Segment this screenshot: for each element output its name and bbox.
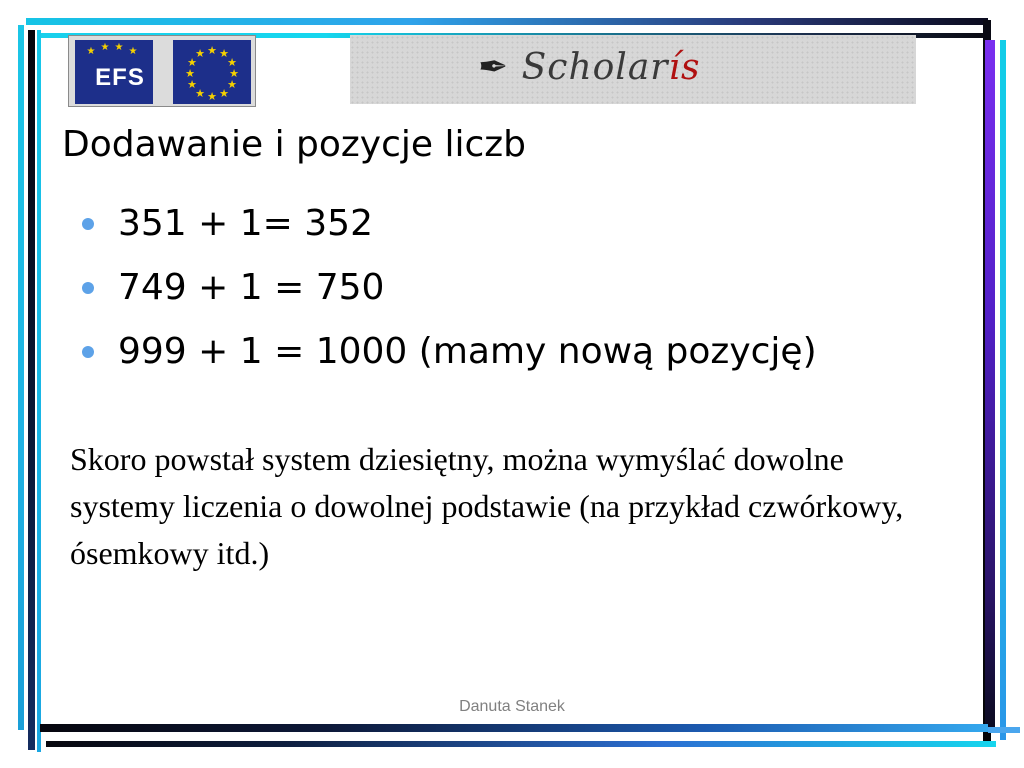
svg-text:★: ★	[100, 42, 110, 53]
frame-bar-bottom-outer	[46, 741, 996, 747]
svg-text:★: ★	[114, 42, 124, 53]
svg-text:★: ★	[86, 46, 96, 57]
svg-text:★: ★	[195, 47, 205, 60]
svg-text:★: ★	[187, 78, 197, 91]
svg-text:★: ★	[219, 47, 229, 60]
svg-text:★: ★	[227, 56, 237, 69]
svg-text:★: ★	[207, 90, 217, 103]
explanation-paragraph: Skoro powstał system dziesiętny, można wymyślać dowolne systemy liczenia o dowolnej podstawie (na przykład czwórkowy, ósemkowy itd.)	[70, 441, 904, 571]
bullet-item	[82, 260, 817, 324]
frame-bar-right-outer	[1000, 40, 1006, 740]
svg-text:★: ★	[185, 67, 195, 80]
efs-flag	[75, 40, 153, 104]
frame-bar-bottom-tail	[988, 727, 1020, 733]
eu-flag-icon	[173, 40, 251, 104]
efs-logo	[68, 35, 256, 107]
bullet-item	[82, 324, 817, 388]
scholaris-name: Scholar	[521, 47, 669, 88]
bullet-dot-icon	[82, 346, 94, 358]
svg-text:★: ★	[219, 87, 229, 100]
svg-text:★: ★	[195, 87, 205, 100]
bullet-text: 351 + 1= 352	[118, 203, 373, 244]
efs-logo-text: EFS	[95, 64, 145, 91]
bullet-dot-icon	[82, 218, 94, 230]
bullet-text: 999 + 1 = 1000 (mamy nową pozycję)	[118, 331, 817, 372]
frame-bar-left-inner	[37, 30, 41, 752]
scholaris-logo	[350, 35, 916, 104]
frame-bar-right-purple	[985, 40, 995, 730]
frame-bar-bottom	[40, 724, 988, 732]
bullet-list	[82, 196, 817, 388]
svg-text:★: ★	[207, 44, 217, 57]
svg-text:★: ★	[128, 46, 138, 57]
bullet-item	[82, 196, 817, 260]
scholaris-accent: ís	[668, 47, 701, 88]
frame-bar-left-outer	[18, 25, 24, 730]
frame-bar-top	[26, 18, 988, 25]
bullet-text: 749 + 1 = 750	[118, 267, 385, 308]
svg-text:★: ★	[187, 56, 197, 69]
footer-author: Danuta Stanek	[459, 698, 565, 715]
bullet-dot-icon	[82, 282, 94, 294]
svg-text:★: ★	[227, 78, 237, 91]
frame-bar-left-dark	[28, 30, 35, 750]
scholaris-logo-text	[478, 47, 701, 88]
eu-stars-icon	[173, 40, 251, 104]
pen-nib-icon: ✒	[478, 47, 510, 88]
slide-title: Dodawanie i pozycje liczb	[62, 124, 527, 165]
svg-text:★: ★	[229, 67, 239, 80]
